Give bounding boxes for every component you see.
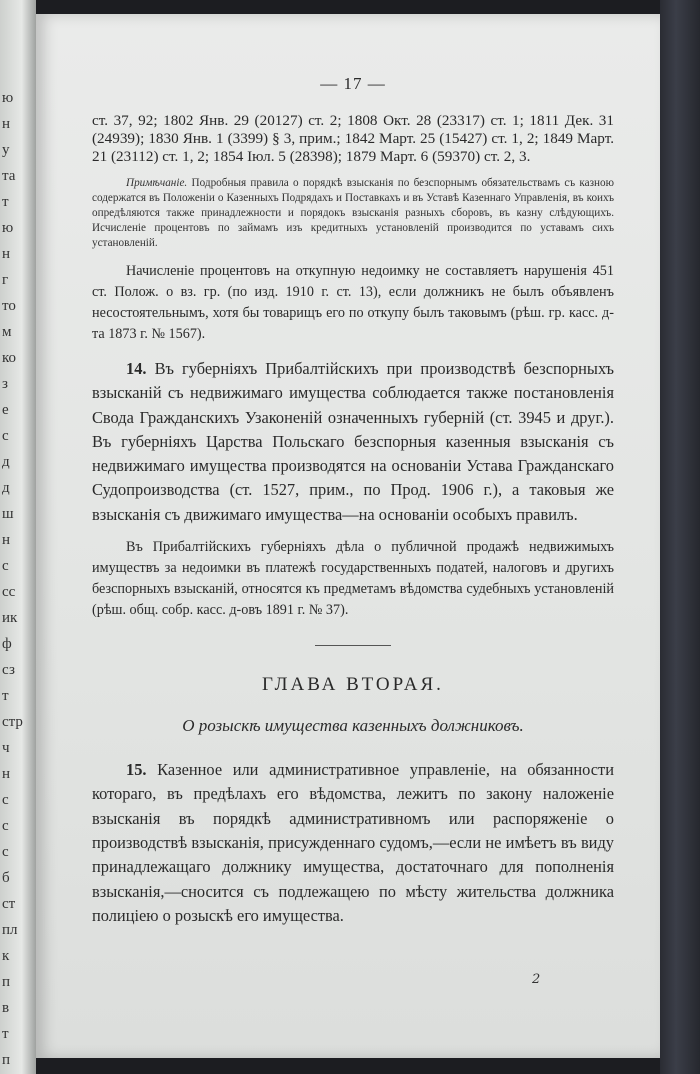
article-15 (92, 758, 614, 928)
left-page-text-fragment: пл (2, 922, 18, 938)
left-page-text-fragment: з (2, 376, 8, 392)
left-page-text-fragment: м (2, 324, 12, 340)
page-content (92, 74, 614, 928)
left-page-text-fragment: ко (2, 350, 17, 366)
left-page-text-fragment: ик (2, 610, 18, 626)
article-15-text: Казенное или административное управленіе, на обязанности котораго, въ предѣлахъ его вѣдомства, лежитъ по закону наложеніе взысканія въ порядкѣ административномъ или распоряженіе о производствѣ взысканія, присужденнаго судомъ,—если не имѣетъ въ виду принадлежащаго должнику имущества, достаточнаго для пополненія взысканія,—сносится съ подлежащею по мѣсту жительства должника полиціею о розыскѣ его имущества. (92, 760, 614, 925)
left-page-text-fragment: то (2, 298, 16, 314)
left-page-text-fragment: с (2, 844, 9, 860)
left-page-text-fragment: н (2, 766, 11, 782)
baltic-paragraph: Въ Прибалтійскихъ губерніяхъ дѣла о публичной продажѣ недвижимыхъ имуществъ за недоимки въ платежѣ государственныхъ податей, налоговъ и другихъ безспорныхъ взысканій, относятся къ предметамъ вѣдомства судебныхъ установленій (рѣш. общ. собр. касс. д-овъ 1891 г. № 37). (92, 539, 614, 619)
article-15-number: 15. (126, 760, 147, 780)
left-page-text-fragment: т (2, 194, 9, 210)
left-page-text-fragment: ю (2, 90, 14, 106)
note-block (92, 176, 614, 251)
left-page-text-fragment: в (2, 1000, 10, 1016)
section-divider (315, 645, 391, 646)
left-page-text-fragment: ш (2, 506, 14, 522)
left-page-text-fragment: н (2, 116, 11, 132)
left-page-text-fragment: с (2, 792, 9, 808)
left-page-text-fragment: сс (2, 584, 16, 600)
chapter-title: ГЛАВА ВТОРАЯ. (262, 674, 444, 696)
book-spine (660, 0, 700, 1074)
book-page (36, 14, 660, 1058)
left-page-text-fragment: e (2, 402, 9, 418)
left-page-text-fragment: стр (2, 714, 23, 730)
left-page-text-fragment: н (2, 532, 11, 548)
left-page-text-fragment: д (2, 454, 10, 470)
left-page-text-fragment: к (2, 948, 10, 964)
left-page-text-fragment: ю (2, 220, 14, 236)
left-page-text-fragment: та (2, 168, 16, 184)
left-page-text-fragment: п (2, 974, 11, 990)
article-14-text: Въ губерніяхъ Прибалтійскихъ при производствѣ безспорныхъ взысканій съ недвижимаго имущества соблюдается также постановленія Свода Гражданскихъ Узаконеній означенныхъ губерній (ст. 3945 и друг.). Въ губерніяхъ Царства Польскаго безспорныя казенныя взысканія съ недвижимаго имущества производятся на основаніи Устава Гражданскаго Судопроизводства (ст. 1527, прим., по Прод. 1906 г.), а таковыя же взысканія съ движимаго имущества—на основаніи особыхъ правилъ. (92, 359, 614, 524)
article-14 (92, 357, 614, 527)
left-page-text-fragment: г (2, 272, 9, 288)
left-page-text-fragment: п (2, 1052, 11, 1068)
left-page-text-fragment: б (2, 870, 10, 886)
left-page-text-fragment: т (2, 688, 9, 704)
left-page-text-fragment: с (2, 818, 9, 834)
page-number: — 17 — (320, 74, 386, 93)
chapter-subtitle: О розыскѣ имущества казенныхъ должниковъ. (182, 716, 524, 736)
left-page-text-fragment: ч (2, 740, 10, 756)
left-page-text-fragment: н (2, 246, 11, 262)
left-page-edge (0, 0, 36, 1074)
left-page-text-fragment: т (2, 1026, 9, 1042)
left-page-text-fragment: с (2, 558, 9, 574)
legal-references: ст. 37, 92; 1802 Янв. 29 (20127) ст. 2; 1808 Окт. 28 (23317) ст. 1; 1811 Дек. 31 (24939); 1830 Янв. 1 (3399) § 3, прим.; 1842 Март. 25 (15427) ст. 1, 2; 1849 Март. 21 (23112) ст. 1, 2; 1854 Іюл. 5 (28398); 1879 Март. 6 (59370) ст. 2, 3. (92, 112, 614, 165)
interest-paragraph: Начисленіе процентовъ на откупную недоимку не составляетъ нарушенія 451 ст. Полож. о вз. гр. (по изд. 1910 г. ст. 13), если должникъ не былъ объявленъ несостоятельнымъ, хотя бы товарищъ его по откупу былъ таковымъ (рѣш. гр. касс. д-та 1873 г. № 1567). (92, 263, 614, 342)
note-text: Подробныя правила о порядкѣ взысканія по безспорнымъ обязательствамъ съ казною содержатся въ Положеніи о Казенныхъ Подрядахъ и Поставкахъ и въ Уставѣ Казеннаго Управленія, въ коихъ опредѣляются также принадлежности и порядокъ взысканія разныхъ сборовъ, въ казну слѣдующихъ. Исчисленіе процентовъ по займамъ изъ кредитныхъ установленій производится по уставамъ сихъ установленій. (92, 177, 614, 249)
left-page-text-fragment: сз (2, 662, 15, 678)
left-page-text-fragment: ст (2, 896, 16, 912)
left-page-text-fragment: у (2, 142, 10, 158)
signature-mark: 2 (532, 972, 541, 987)
left-page-text-fragment: ф (2, 636, 12, 652)
left-page-text-fragment: с (2, 428, 9, 444)
note-label: Примѣчаніе. (126, 177, 188, 189)
left-page-text-fragment: д (2, 480, 10, 496)
article-14-number: 14. (126, 359, 147, 378)
